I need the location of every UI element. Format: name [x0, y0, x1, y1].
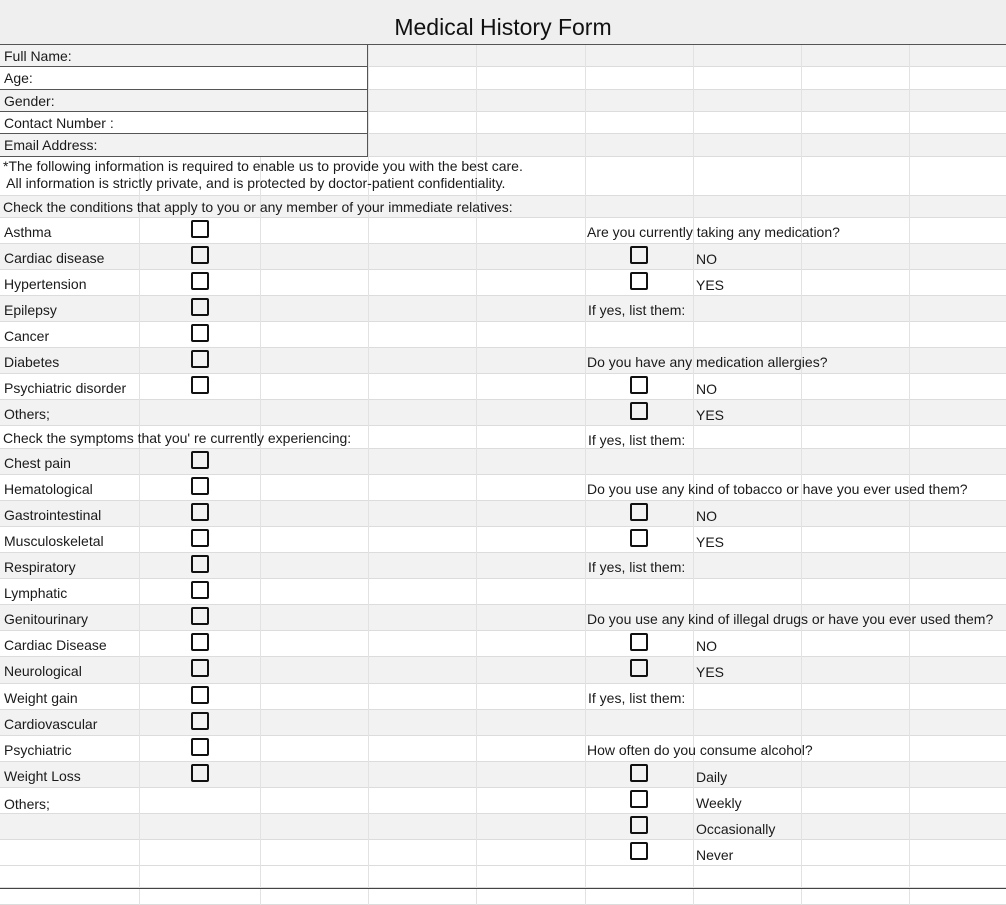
tobacco-option-checkbox[interactable] [630, 529, 648, 547]
tobacco-list-label: If yes, list them: [588, 559, 686, 575]
sheet-row [0, 631, 1006, 657]
personal-field-row [0, 90, 368, 112]
condition-checkbox[interactable] [191, 272, 209, 290]
drugs-option-checkbox[interactable] [630, 633, 648, 651]
personal-field-row [0, 134, 368, 157]
sheet-row [0, 762, 1006, 788]
symptom-checkbox[interactable] [191, 686, 209, 704]
sheet-row [0, 888, 1006, 905]
symptom-checkbox[interactable] [191, 555, 209, 573]
symptom-checkbox[interactable] [191, 581, 209, 599]
personal-field-row [0, 67, 368, 90]
symptom-label: Genitourinary [4, 611, 89, 627]
sheet-row [0, 348, 1006, 374]
sheet-row [0, 736, 1006, 762]
condition-checkbox[interactable] [191, 246, 209, 264]
sheet-row [0, 501, 1006, 527]
drugs-option-checkbox[interactable] [630, 659, 648, 677]
symptom-checkbox[interactable] [191, 451, 209, 469]
medication-list-label: If yes, list them: [588, 302, 686, 318]
sheet-row [0, 322, 1006, 348]
alcohol-option-checkbox[interactable] [630, 790, 648, 808]
personal-field-label: Contact Number : [4, 115, 114, 131]
symptoms-others-label: Others; [4, 796, 50, 812]
privacy-notice-line-1: *The following information is required to enable us to provide you with the best care. [3, 158, 523, 174]
personal-field-label: Full Name: [4, 48, 72, 64]
personal-field-label: Email Address: [4, 137, 98, 153]
personal-field-input[interactable] [139, 90, 367, 111]
grid-column-line [909, 45, 910, 905]
medication-question: Are you currently taking any medication? [587, 224, 840, 240]
conditions-others-label: Others; [4, 406, 50, 422]
symptom-label: Chest pain [4, 455, 71, 471]
symptom-checkbox[interactable] [191, 477, 209, 495]
sheet-row [0, 400, 1006, 426]
alcohol-option-checkbox[interactable] [630, 842, 648, 860]
allergies-question: Do you have any medication allergies? [587, 354, 828, 370]
condition-checkbox[interactable] [191, 298, 209, 316]
symptom-label: Cardiac Disease [4, 637, 107, 653]
sheet-bottom-border [0, 888, 1006, 889]
medication-option-label: YES [696, 277, 725, 293]
medication-list-input[interactable] [693, 296, 1006, 322]
symptom-label: Neurological [4, 663, 82, 679]
sheet-row [0, 657, 1006, 684]
symptom-checkbox[interactable] [191, 659, 209, 677]
sheet-row [0, 270, 1006, 296]
condition-label: Hypertension [4, 276, 87, 292]
alcohol-option-checkbox[interactable] [630, 764, 648, 782]
grid-column-line [585, 45, 586, 905]
condition-checkbox[interactable] [191, 350, 209, 368]
sheet-row [0, 710, 1006, 736]
medication-option-checkbox[interactable] [630, 272, 648, 290]
symptom-checkbox[interactable] [191, 712, 209, 730]
drugs-option-label: NO [696, 638, 717, 654]
medication-option-checkbox[interactable] [630, 246, 648, 264]
tobacco-option-label: NO [696, 508, 717, 524]
symptoms-header: Check the symptoms that you' re currently experiencing: [3, 430, 352, 446]
symptom-checkbox[interactable] [191, 607, 209, 625]
allergies-list-input[interactable] [693, 426, 1006, 452]
alcohol-question: How often do you consume alcohol? [587, 742, 813, 758]
sheet-row [0, 449, 1006, 475]
sheet-row [0, 374, 1006, 400]
alcohol-option-label: Daily [696, 769, 728, 785]
drugs-list-input[interactable] [693, 684, 1006, 710]
personal-field-input[interactable] [139, 45, 367, 66]
symptom-checkbox[interactable] [191, 738, 209, 756]
condition-checkbox[interactable] [191, 376, 209, 394]
drugs-question: Do you use any kind of illegal drugs or have you ever used them? [587, 611, 994, 627]
symptom-label: Gastrointestinal [4, 507, 102, 523]
sheet-row [0, 527, 1006, 553]
condition-checkbox[interactable] [191, 220, 209, 238]
symptom-label: Hematological [4, 481, 93, 497]
tobacco-list-input[interactable] [693, 553, 1006, 579]
symptom-checkbox[interactable] [191, 764, 209, 782]
tobacco-option-label: YES [696, 534, 725, 550]
grid-column-line [801, 45, 802, 905]
symptom-label: Respiratory [4, 559, 76, 575]
drugs-list-label: If yes, list them: [588, 690, 686, 706]
alcohol-option-label: Never [696, 847, 734, 863]
symptom-checkbox[interactable] [191, 529, 209, 547]
symptom-checkbox[interactable] [191, 503, 209, 521]
condition-label: Cancer [4, 328, 50, 344]
grid-column-line [693, 45, 694, 905]
symptom-checkbox[interactable] [191, 633, 209, 651]
tobacco-question: Do you use any kind of tobacco or have you ever used them? [587, 481, 968, 497]
condition-label: Asthma [4, 224, 52, 240]
medication-option-label: NO [696, 251, 717, 267]
alcohol-option-checkbox[interactable] [630, 816, 648, 834]
condition-label: Epilepsy [4, 302, 57, 318]
form-title: Medical History Form [394, 14, 612, 40]
condition-label: Cardiac disease [4, 250, 105, 266]
allergies-option-label: YES [696, 407, 725, 423]
personal-field-row [0, 45, 368, 67]
symptom-label: Musculoskeletal [4, 533, 104, 549]
condition-label: Psychiatric disorder [4, 380, 127, 396]
tobacco-option-checkbox[interactable] [630, 503, 648, 521]
sheet-row [0, 814, 1006, 840]
drugs-option-label: YES [696, 664, 725, 680]
personal-field-input[interactable] [139, 134, 367, 156]
symptom-label: Weight gain [4, 690, 78, 706]
condition-label: Diabetes [4, 354, 60, 370]
sheet-row [0, 244, 1006, 270]
allergies-option-checkbox[interactable] [630, 376, 648, 394]
alcohol-option-label: Weekly [696, 795, 742, 811]
title-row [0, 0, 1006, 45]
sheet-row [0, 788, 1006, 814]
symptom-label: Cardiovascular [4, 716, 98, 732]
allergies-option-label: NO [696, 381, 717, 397]
personal-field-input[interactable] [139, 112, 367, 133]
sheet-row [0, 840, 1006, 866]
personal-field-label: Age: [4, 70, 33, 86]
sheet-row [0, 866, 1006, 888]
alcohol-option-label: Occasionally [696, 821, 776, 837]
symptom-label: Lymphatic [4, 585, 68, 601]
symptom-label: Weight Loss [4, 768, 81, 784]
personal-field-input[interactable] [139, 67, 367, 89]
personal-field-label: Gender: [4, 93, 55, 109]
condition-checkbox[interactable] [191, 324, 209, 342]
conditions-header: Check the conditions that apply to you or any member of your immediate relatives: [3, 199, 513, 215]
symptom-label: Psychiatric [4, 742, 72, 758]
personal-field-row [0, 112, 368, 134]
privacy-notice-line-2: All information is strictly private, and is protected by doctor-patient confidentiality. [3, 175, 506, 191]
allergies-list-label: If yes, list them: [588, 432, 686, 448]
sheet-row [0, 579, 1006, 605]
allergies-option-checkbox[interactable] [630, 402, 648, 420]
sheet-row [0, 218, 1006, 244]
